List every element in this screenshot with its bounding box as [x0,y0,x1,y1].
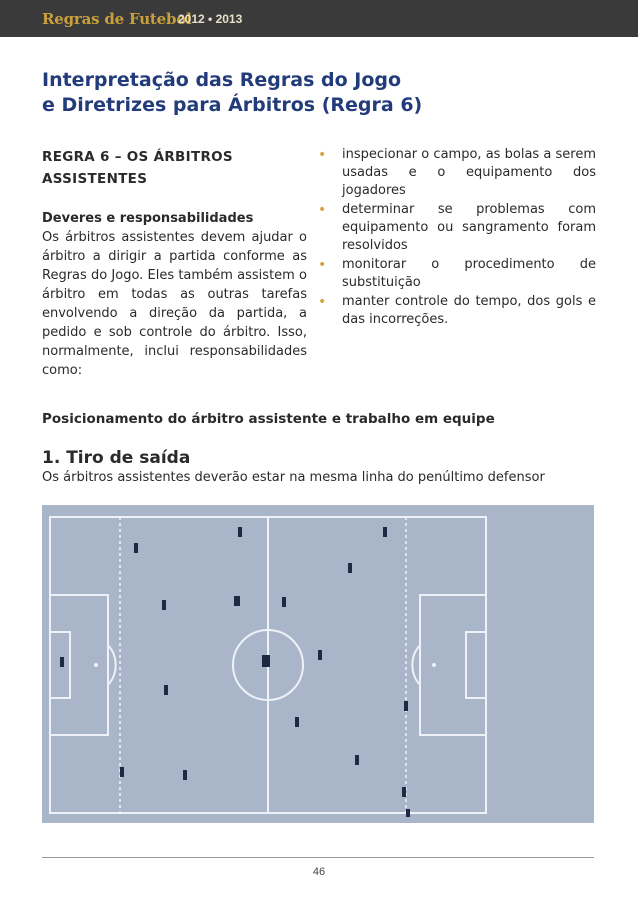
bullet-icon: • [318,202,327,218]
right-penalty-arc [412,645,420,685]
player-marker [262,655,270,667]
duties-subheading: Deveres e responsabilidades [42,211,254,226]
player-marker [238,527,242,537]
player-marker [348,563,352,573]
rule-heading-line-2: ASSISTENTES [42,171,148,187]
list-item-text: determinar se problemas com equipamento ou sangramento foram resolvidos [342,202,596,253]
left-penalty-area [50,595,108,735]
player-marker [355,755,359,765]
player-marker [164,685,168,695]
bullet-icon: • [318,257,327,273]
duties-paragraph: Os árbitros assistentes devem ajudar o árbitro a dirigir a partida conforme as Regras do Jogo. Eles também assistem o árbitro em todas as outras tarefas envolvendo a direção da partida, a pedido e sob controle do árbitro. Isso, normalmente, inclui responsabilidades como: [42,230,307,378]
header-years: 2012 • 2013 [178,12,243,26]
player-marker [60,657,64,667]
left-column [42,146,307,380]
player-marker [234,596,240,606]
player-marker [404,701,408,711]
player-marker [134,543,138,553]
list-item-text: manter controle do tempo, dos gols e das incorreções. [342,294,596,327]
section-heading: Posicionamento do árbitro assistente e trabalho em equipe [42,411,495,427]
player-marker [120,767,124,777]
footer-divider [42,857,594,858]
player-marker [318,650,322,660]
player-marker [282,597,286,607]
bullet-icon: • [318,147,327,163]
page-title-line-2: e Diretrizes para Árbitros (Regra 6) [42,94,423,116]
player-marker [402,787,406,797]
left-penalty-arc [108,645,116,685]
right-penalty-spot [432,663,436,667]
player-marker [295,717,299,727]
page-title [42,68,602,118]
list-item [316,146,596,200]
player-marker [383,527,387,537]
list-item-text: monitorar o procedimento de substituição [342,257,596,290]
page-number: 46 [312,866,326,878]
right-penalty-area [420,595,486,735]
player-marker [183,770,187,780]
responsibilities-list [316,146,596,329]
list-item-text: inspecionar o campo, as bolas a serem usadas e o equipamento dos jogadores [342,147,596,198]
page-title-line-1: Interpretação das Regras do Jogo [42,69,402,91]
pitch-diagram [42,505,594,823]
bullet-icon: • [318,294,327,310]
right-goal-area [466,632,486,698]
item-heading: 1. Tiro de saída [42,448,191,468]
player-marker [162,600,166,610]
player-marker [406,809,410,817]
list-item [316,256,596,292]
list-item [316,201,596,255]
page-header [0,0,638,37]
header-title: Regras de Futebol [42,10,192,28]
rule-heading-line-1: REGRA 6 – OS ÁRBITROS [42,149,233,165]
item-text: Os árbitros assistentes deverão estar na mesma linha do penúltimo defensor [42,470,545,485]
right-column [316,146,596,330]
pitch-svg [42,505,594,823]
left-penalty-spot [94,663,98,667]
list-item [316,293,596,329]
